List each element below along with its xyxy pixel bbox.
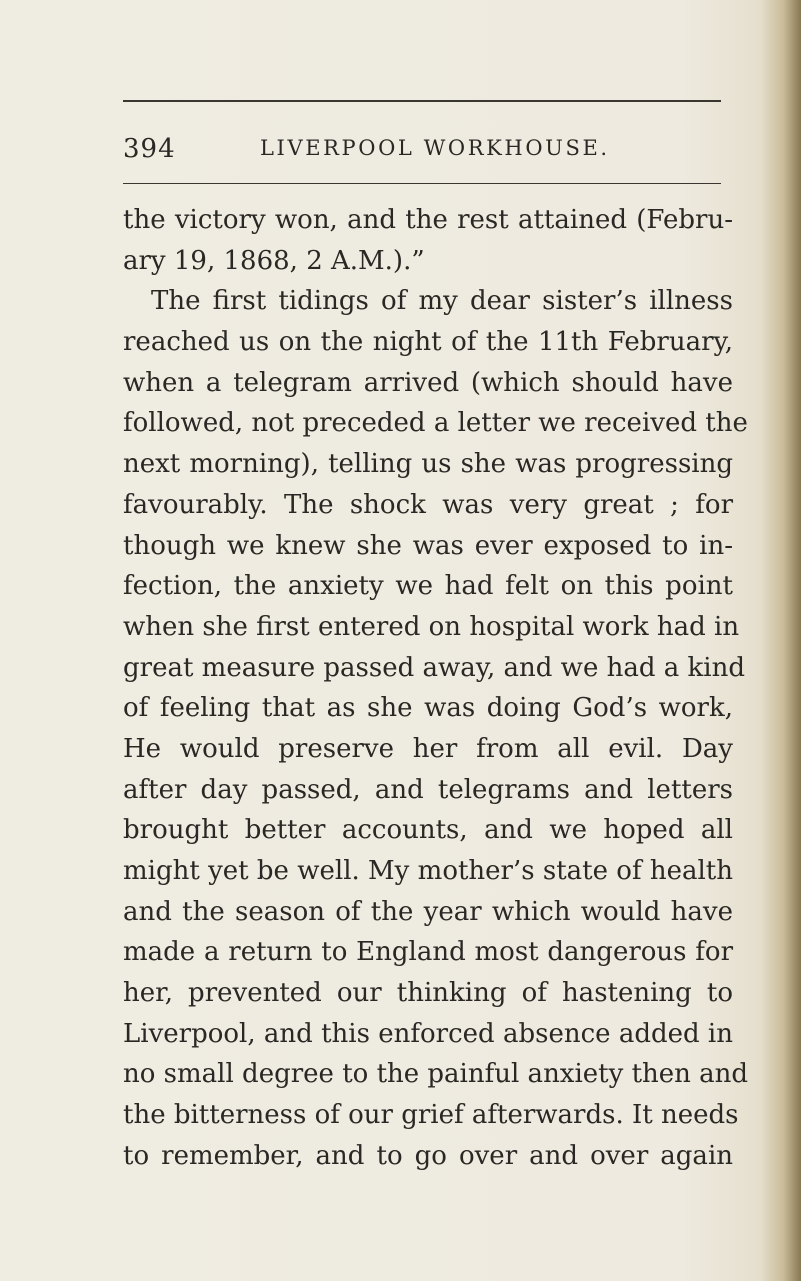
running-title: LIVERPOOL WORKHOUSE. [260,136,610,160]
text-line: when a telegram arrived (which should have [123,367,733,398]
text-line: might yet be well. My mother’s state of health [123,856,733,886]
text-line: though we knew she was ever exposed to in- [123,530,733,561]
text-line: made a return to England most dangerous for [123,937,733,968]
text-line: great measure passed away, and we had a kind [123,652,745,683]
page-edge-shadow [761,0,801,1281]
text-line: no small degree to the painful anxiety then and [123,1059,749,1090]
text-line: and the season of the year which would have [123,896,733,927]
text-line: followed, not preceded a letter we received the [123,408,748,439]
text-line: fection, the anxiety we had felt on this point [123,571,733,602]
text-line: The first tidings of my dear sister’s illness [151,286,733,317]
text-line: to remember, and to go over and over again [123,1140,733,1171]
text-line: favourably. The shock was very great ; for [123,489,733,520]
page-number: 394 [123,134,176,164]
text-line: reached us on the night of the 11th February, [123,327,733,358]
text-line: of feeling that as she was doing God’s work, [123,693,733,724]
text-line: the victory won, and the rest attained (Febru- [123,205,733,235]
header-rule-top [123,100,721,102]
text-line: her, prevented our thinking of hastening to [123,978,733,1009]
body-text [123,200,749,1177]
text-line: brought better accounts, and we hoped all [123,815,733,846]
text-line: ary 19, 1868, 2 A.M.).” [123,245,425,276]
header-rule-bottom [123,183,721,184]
text-line: the bitterness of our grief afterwards. It needs [123,1100,739,1131]
text-line: when she first entered on hospital work had in [123,611,740,642]
running-head [123,128,721,168]
text-line: He would preserve her from all evil. Day [123,733,733,764]
text-line: Liverpool, and this enforced absence added in [123,1018,733,1049]
text-line: next morning), telling us she was progressing [123,449,733,480]
text-line: after day passed, and telegrams and letters [123,774,733,805]
